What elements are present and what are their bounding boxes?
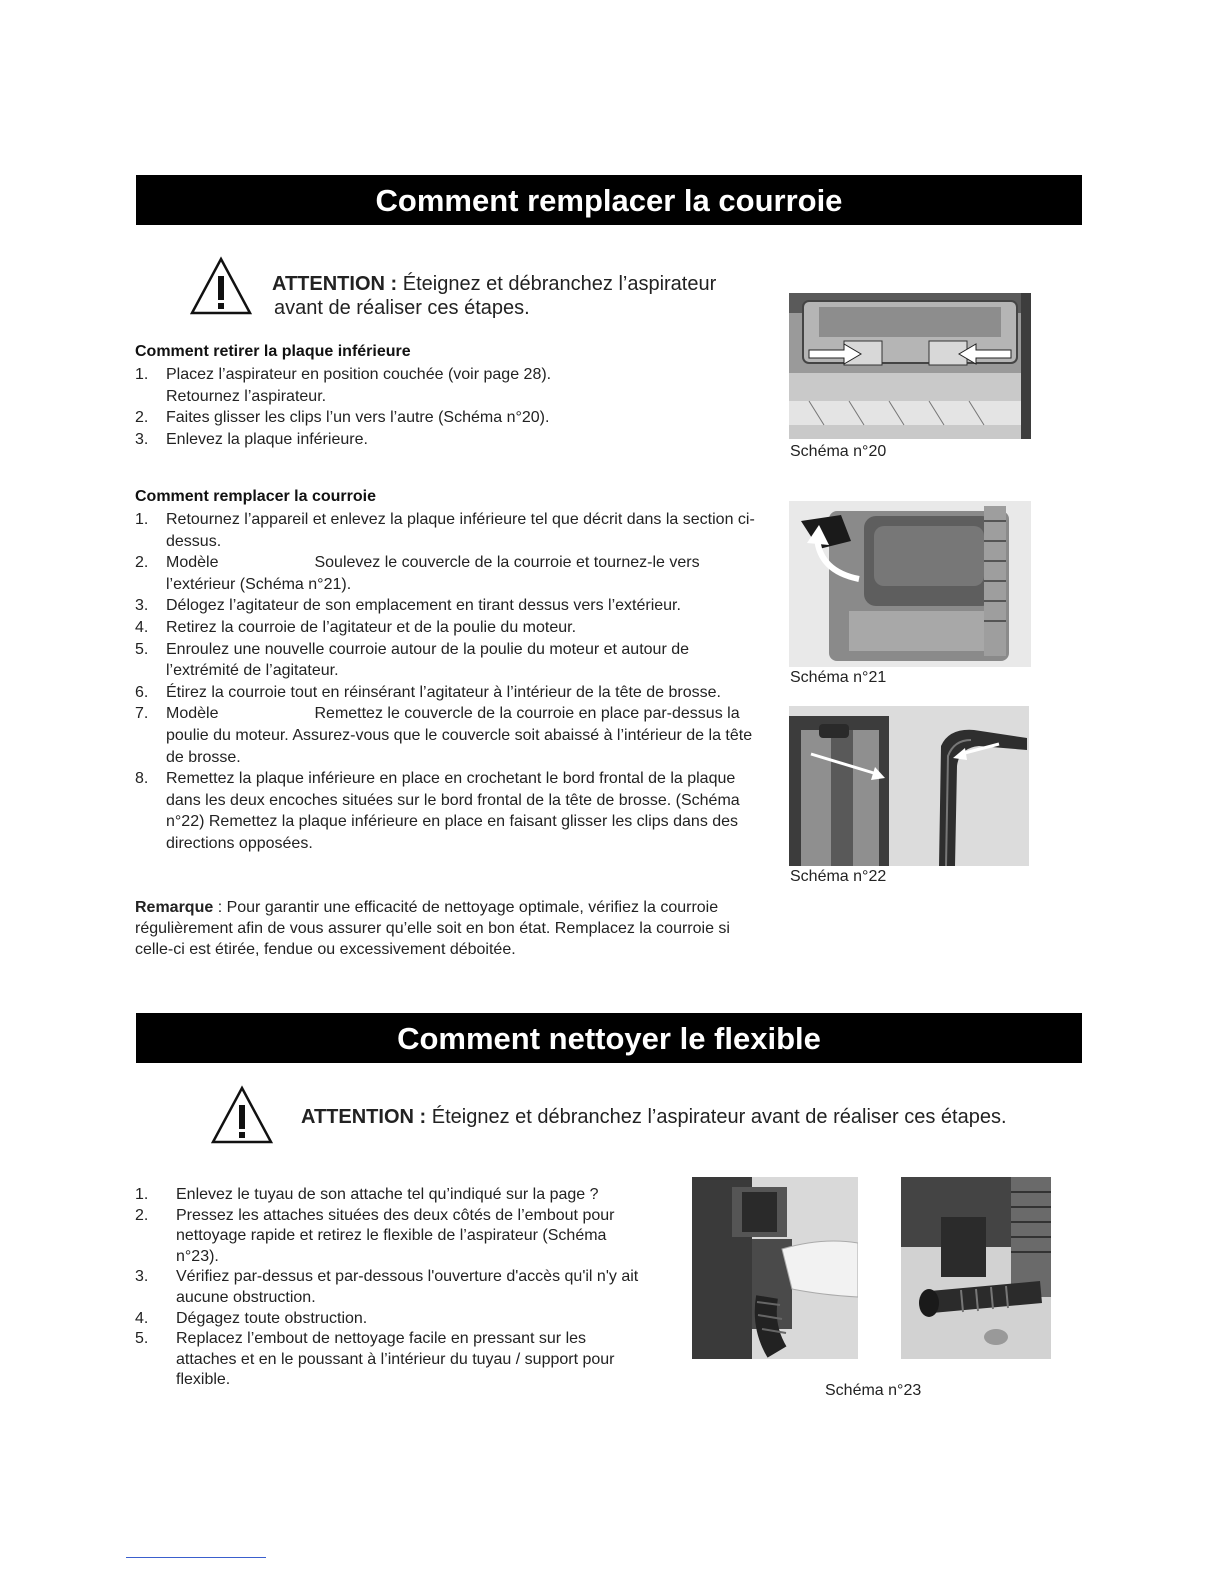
replace-belt-steps — [135, 509, 755, 855]
warning-icon — [189, 256, 253, 321]
warning-line: Éteignez et débranchez l’aspirateur avant de réaliser ces étapes. — [431, 1106, 1007, 1128]
hose-steps — [135, 1185, 645, 1391]
list-item: 1. Retournez l’appareil et enlevez la plaque inférieure tel que décrit dans la section ci-dessus. — [135, 511, 755, 550]
section-title-hose: Comment nettoyer le flexible — [136, 1013, 1082, 1063]
photo-schema-23-right — [901, 1177, 1051, 1359]
warning-text-belt — [272, 272, 716, 320]
list-item: 3. Enlevez la plaque inférieure. — [135, 430, 368, 448]
list-item: 3. Vérifiez par-dessus et par-dessous l'ouverture d'accès qu'il n'y ait aucune obstruction. — [135, 1268, 639, 1306]
list-item: 8. Remettez la plaque inférieure en place en crochetant le bord frontal de la plaque dans les deux encoches situées sur le bord frontal de la tête de brosse. (Schéma n°22) Remettez la plaque inférieure en place en faisant glisser les clips dans des directions opposées. — [135, 770, 740, 852]
photo-schema-21 — [789, 501, 1031, 667]
warning-label: ATTENTION : — [272, 273, 398, 295]
photo-schema-20 — [789, 293, 1031, 439]
caption-schema-20: Schéma n°20 — [790, 443, 887, 460]
remove-plate-steps — [135, 364, 755, 450]
list-item: 1. Enlevez le tuyau de son attache tel qu’indiqué sur la page ? — [135, 1186, 599, 1203]
caption-schema-22: Schéma n°22 — [790, 868, 887, 885]
warning-icon — [210, 1085, 274, 1150]
list-item: 2. Modèle Soulevez le couvercle de la courroie et tournez-le vers l’extérieur (Schéma n°21). — [135, 554, 700, 593]
list-item: 4. Retirez la courroie de l’agitateur et de la poulie du moteur. — [135, 618, 577, 636]
list-item: 2. Faites glisser les clips l’un vers l’autre (Schéma n°20). — [135, 409, 550, 427]
subheading-remove-plate: Comment retirer la plaque inférieure — [135, 343, 411, 360]
warning-line1: Éteignez et débranchez l’aspirateur — [402, 273, 717, 295]
warning-line2: avant de réaliser ces étapes. — [274, 297, 530, 319]
footnote-divider — [126, 1557, 266, 1558]
list-item: 3. Délogez l’agitateur de son emplacement en tirant dessus vers l’extérieur. — [135, 597, 681, 615]
subheading-replace-belt: Comment remplacer la courroie — [135, 488, 376, 505]
list-item: 7. Modèle Remettez le couvercle de la courroie en place par-dessus la poulie du moteur. Assurez-vous que le couvercle soit abaissé à l’intérieur de la tête de brosse. — [135, 705, 753, 766]
caption-schema-23: Schéma n°23 — [825, 1382, 922, 1399]
list-item: 4. Dégagez toute obstruction. — [135, 1309, 368, 1327]
caption-schema-21: Schéma n°21 — [790, 669, 887, 686]
list-item: 5. Enroulez une nouvelle courroie autour de la poulie du moteur et autour de l’extrémité de l’agitateur. — [135, 640, 690, 680]
photo-schema-22 — [789, 706, 1029, 866]
note-paragraph — [135, 897, 755, 960]
section-title-belt: Comment remplacer la courroie — [136, 175, 1082, 225]
note-label: Remarque — [135, 899, 214, 916]
warning-label: ATTENTION : — [301, 1106, 427, 1128]
list-item: 6. Étirez la courroie tout en réinsérant l’agitateur à l’intérieur de la tête de brosse. — [135, 683, 721, 701]
warning-text-hose — [301, 1105, 1007, 1129]
list-item: 1. Placez l’aspirateur en position couchée (voir page 28). Retournez l’aspirateur. — [135, 366, 552, 405]
note-text: : Pour garantir une efficacité de nettoyage optimale, vérifiez la courroie régulièrement afin de vous assurer qu’elle soit en bon état. Remplacez la courroie si celle-ci est étirée, fendue ou excessivement déboitée. — [135, 899, 730, 958]
list-item: 2. Pressez les attaches situées des deux côtés de l’embout pour nettoyage rapide et retirez le flexible de l’aspirateur (Schéma n°23). — [135, 1206, 615, 1265]
photo-schema-23-left — [692, 1177, 858, 1359]
list-item: 5. Replacez l’embout de nettoyage facile en pressant sur les attaches et en le poussant à l’intérieur du tuyau / support pour flexible. — [135, 1330, 615, 1389]
